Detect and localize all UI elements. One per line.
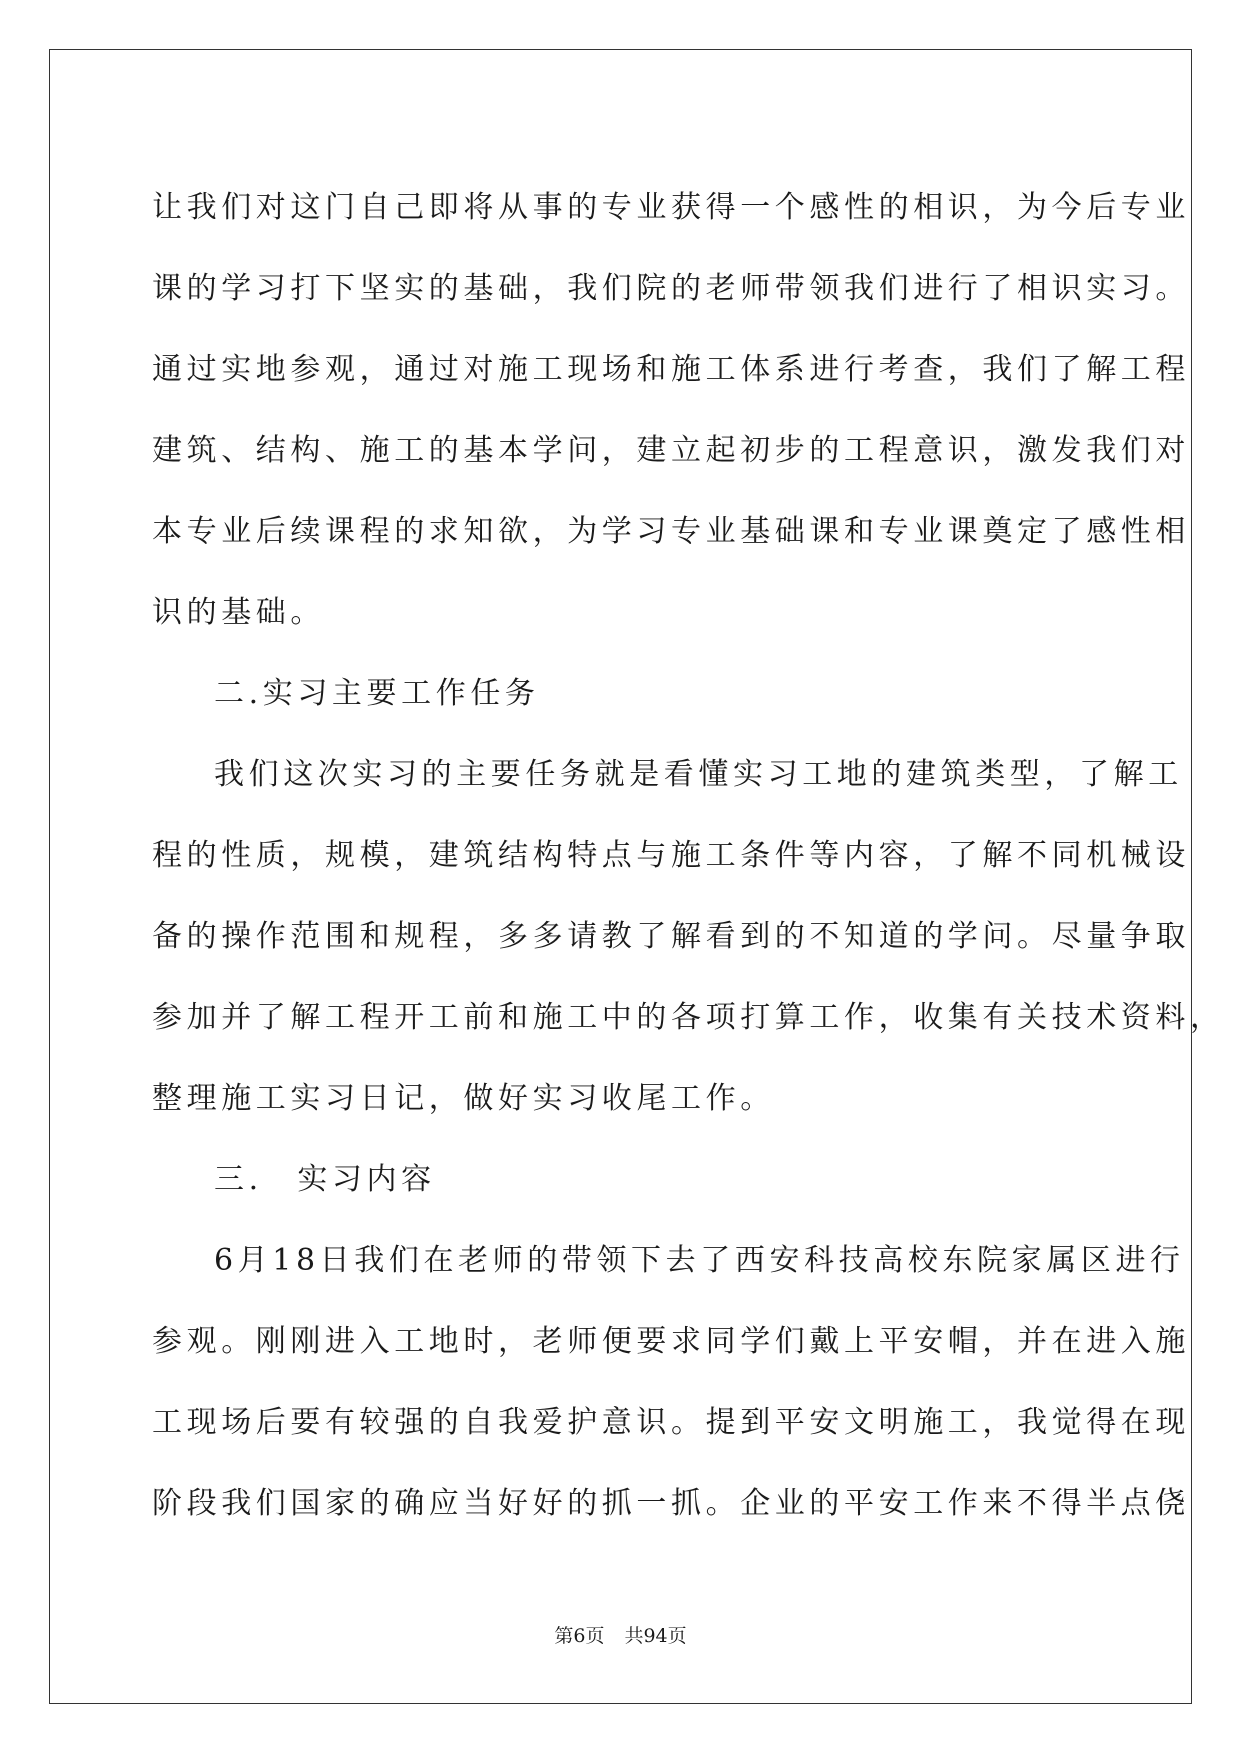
paragraph-line: 建筑、结构、施工的基本学问，建立起初步的工程意识，激发我们对 (152, 433, 1190, 468)
page-total: 共94页 (624, 1625, 687, 1647)
page-number: 第6页 (554, 1625, 605, 1647)
paragraph-line: 参加并了解工程开工前和施工中的各项打算工作，收集有关技术资料， (152, 1000, 1225, 1035)
document-body (152, 167, 1225, 1544)
paragraph-line: 本专业后续课程的求知欲，为学习专业基础课和专业课奠定了感性相 (152, 514, 1190, 549)
paragraph-line: 工现场后要有较强的自我爱护意识。提到平安文明施工，我觉得在现 (152, 1405, 1190, 1440)
paragraph-line: 识的基础。 (152, 595, 325, 630)
page-footer (0, 1623, 1241, 1649)
section-heading: 三. 实习内容 (214, 1162, 436, 1197)
paragraph-line: 通过实地参观，通过对施工现场和施工体系进行考查，我们了解工程 (152, 352, 1190, 387)
paragraph-line: 整理施工实习日记，做好实习收尾工作。 (152, 1081, 775, 1116)
paragraph-line: 6月18日我们在老师的带领下去了西安科技高校东院家属区进行 (214, 1243, 1185, 1278)
paragraph-line: 备的操作范围和规程，多多请教了解看到的不知道的学问。尽量争取 (152, 919, 1190, 954)
section-heading: 二.实习主要工作任务 (214, 676, 540, 711)
paragraph-line: 让我们对这门自己即将从事的专业获得一个感性的相识，为今后专业 (152, 190, 1190, 225)
paragraph-line: 阶段我们国家的确应当好好的抓一抓。企业的平安工作来不得半点侥 (152, 1486, 1190, 1521)
paragraph-line: 参观。刚刚进入工地时，老师便要求同学们戴上平安帽，并在进入施 (152, 1324, 1190, 1359)
paragraph-line: 课的学习打下坚实的基础，我们院的老师带领我们进行了相识实习。 (152, 271, 1190, 306)
paragraph-line: 我们这次实习的主要任务就是看懂实习工地的建筑类型，了解工 (214, 757, 1183, 792)
paragraph-line: 程的性质，规模，建筑结构特点与施工条件等内容，了解不同机械设 (152, 838, 1190, 873)
